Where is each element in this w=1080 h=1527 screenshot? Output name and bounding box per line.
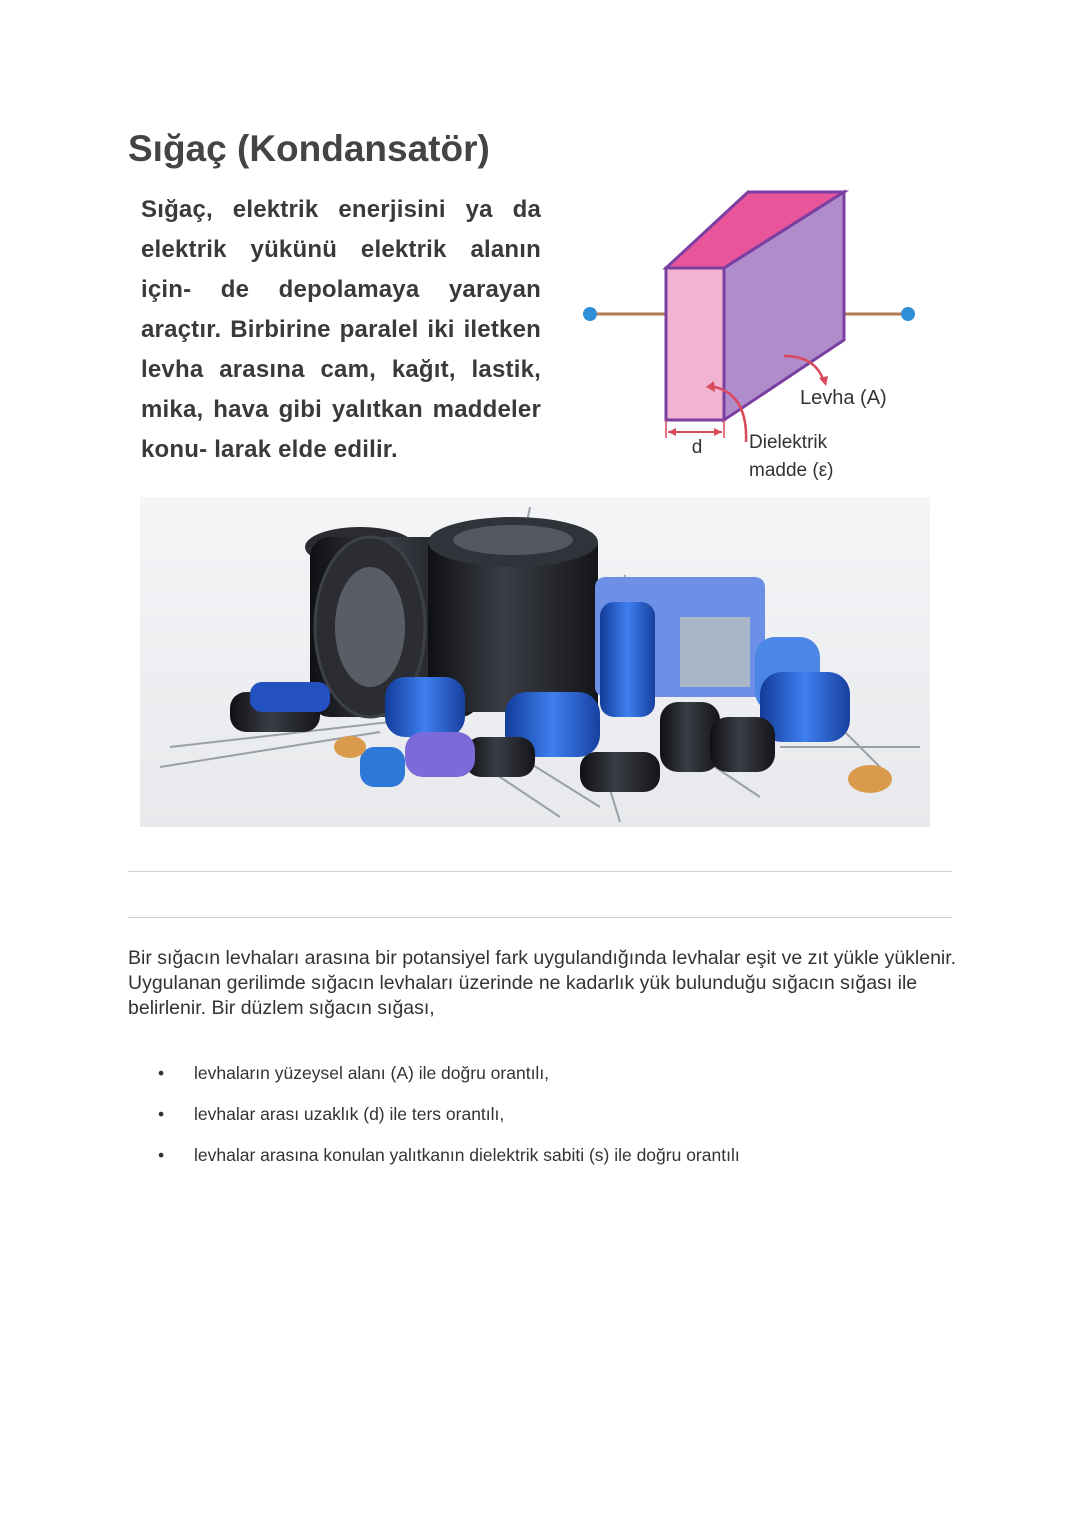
list-item-text: levhaların yüzeysel alanı (A) ile doğru orantılı, bbox=[194, 1063, 550, 1083]
plate-label: Levha (A) bbox=[800, 387, 887, 409]
dielectric-label-line1: Dielektrik bbox=[749, 432, 828, 453]
body-paragraph: Bir sığacın levhaları arasına bir potansiyel fark uygulandığında levhalar eşit ve zıt yükle yüklenir. Uygulanan gerilimde sığacın levhaları üzerinde ne kadarlık yük bulunduğu sığacın sığası ile belirlenir. Bir düzlem sığacın sığası, bbox=[128, 947, 957, 1019]
divider-2 bbox=[128, 917, 952, 918]
left-terminal-icon bbox=[583, 307, 597, 321]
right-terminal-icon bbox=[901, 307, 915, 321]
capacitor-diagram bbox=[570, 180, 930, 490]
distance-label: d bbox=[691, 437, 703, 458]
dielectric-front-face bbox=[666, 268, 724, 420]
dielectric-label-line2: madde (ε) bbox=[749, 460, 834, 481]
list-item bbox=[158, 1058, 958, 1099]
bullet-icon: • bbox=[158, 1145, 165, 1165]
bullet-icon: • bbox=[158, 1104, 165, 1124]
bullet-icon: • bbox=[158, 1063, 165, 1083]
list-item-text: levhalar arasına konulan yalıtkanın dielektrik sabiti (s) ile doğru orantılı bbox=[194, 1145, 740, 1165]
list-item-text: levhalar arası uzaklık (d) ile ters orantılı, bbox=[194, 1104, 505, 1124]
divider-1 bbox=[128, 871, 952, 872]
list-item bbox=[158, 1140, 958, 1181]
list-item bbox=[158, 1099, 958, 1140]
bullet-list bbox=[158, 1058, 958, 1181]
intro-paragraph: Sığaç, elektrik enerjisini ya da elektrik yükünü elektrik alanın için- de depolamaya yarayan araçtır. Birbirine paralel iki iletken levha arasına cam, kağıt, lastik, mika, hava gibi yalıtkan maddeler konu- larak elde edilir. bbox=[141, 196, 541, 463]
page-title: Sığaç (Kondansatör) bbox=[128, 128, 490, 169]
capacitors-photo bbox=[140, 497, 930, 827]
